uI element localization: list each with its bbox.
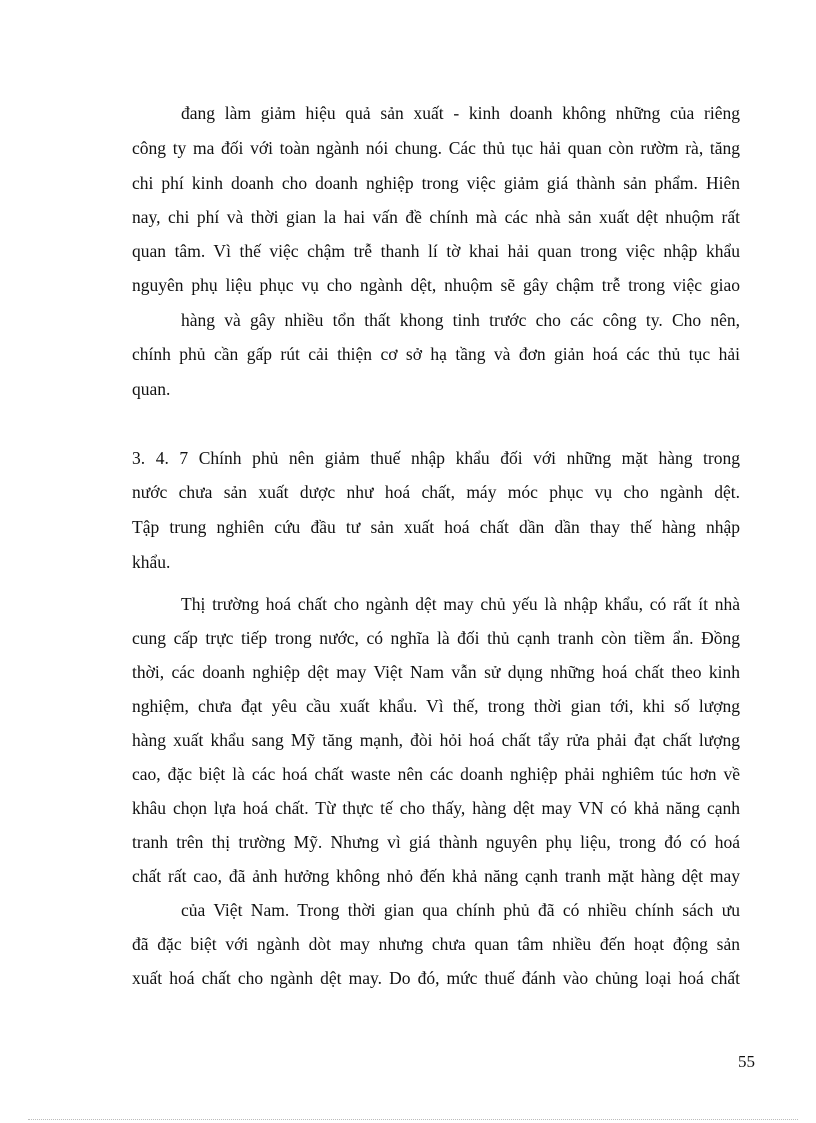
text-line: chi phí kinh doanh cho doanh nghiệp trong việc giảm giá thành sản phẩm. Hiên	[132, 173, 740, 193]
text-line: đang làm giảm hiệu quả sản xuất - kinh doanh không những của riêng	[181, 103, 740, 123]
section-heading-line: Tập trung nghiên cứu đầu tư sản xuất hoá chất dần dần thay thế hàng nhập	[132, 517, 740, 537]
text-line: quan.	[132, 379, 171, 399]
text-line: đã đặc biệt với ngành dòt may nhưng chưa quan tâm nhiều đến hoạt động sản	[132, 934, 740, 954]
text-line: tranh trên thị trường Mỹ. Nhưng vì giá thành nguyên phụ liệu, trong đó có hoá	[132, 832, 740, 852]
page-bottom-divider	[28, 1119, 798, 1120]
section-heading-line: nước chưa sản xuất dược như hoá chất, máy móc phục vụ cho ngành dệt.	[132, 482, 740, 502]
text-line: cung cấp trực tiếp trong nước, có nghĩa là đối thủ cạnh tranh còn tiềm ẩn. Đồng	[132, 628, 740, 648]
text-line: nay, chi phí và thời gian la hai vấn đề chính mà các nhà sản xuất dệt nhuộm rất	[132, 207, 740, 227]
text-line: quan tâm. Vì thế việc chậm trễ thanh lí tờ khai hải quan trong việc nhập khẩu	[132, 241, 740, 261]
text-line: khâu chọn lựa hoá chất. Từ thực tế cho thấy, hàng dệt may VN có khả năng cạnh	[132, 798, 740, 818]
text-line: chất rất cao, đã ảnh hưởng không nhỏ đến khả năng cạnh tranh mặt hàng dệt may	[132, 866, 740, 886]
text-line: của Việt Nam. Trong thời gian qua chính phủ đã có nhiều chính sách ưu	[181, 900, 740, 920]
text-line: nghiệm, chưa đạt yêu cầu xuất khẩu. Vì thế, trong thời gian tới, khi số lượng	[132, 696, 740, 716]
text-line: Thị trường hoá chất cho ngành dệt may chủ yếu là nhập khẩu, có rất ít nhà	[181, 594, 740, 614]
text-line: cao, đặc biệt là các hoá chất waste nên các doanh nghiệp phải nghiêm túc hơn về	[132, 764, 740, 784]
text-line: nguyên phụ liệu phục vụ cho ngành dệt, nhuộm sẽ gây chậm trễ trong việc giao	[132, 275, 740, 295]
text-line: hàng xuất khẩu sang Mỹ tăng mạnh, đòi hỏi hoá chất tẩy rửa phải đạt chất lượng	[132, 730, 740, 750]
text-line: chính phủ cần gấp rút cải thiện cơ sở hạ tầng và đơn giản hoá các thủ tục hải	[132, 344, 740, 364]
text-line: hàng và gây nhiều tổn thất khong tinh trước cho các công ty. Cho nên,	[181, 310, 740, 330]
text-line: thời, các doanh nghiệp dệt may Việt Nam vẫn sử dụng những hoá chất theo kinh	[132, 662, 740, 682]
text-line: xuất hoá chất cho ngành dệt may. Do đó, mức thuế đánh vào chủng loại hoá chất	[132, 968, 740, 988]
section-heading-line: khẩu.	[132, 552, 171, 572]
text-line: công ty ma đối với toàn ngành nói chung. Các thủ tục hải quan còn rườm rà, tăng	[132, 138, 740, 158]
section-heading-line: 3. 4. 7 Chính phủ nên giảm thuế nhập khẩu đối với những mặt hàng trong	[132, 448, 740, 468]
page-number: 55	[738, 1052, 755, 1071]
